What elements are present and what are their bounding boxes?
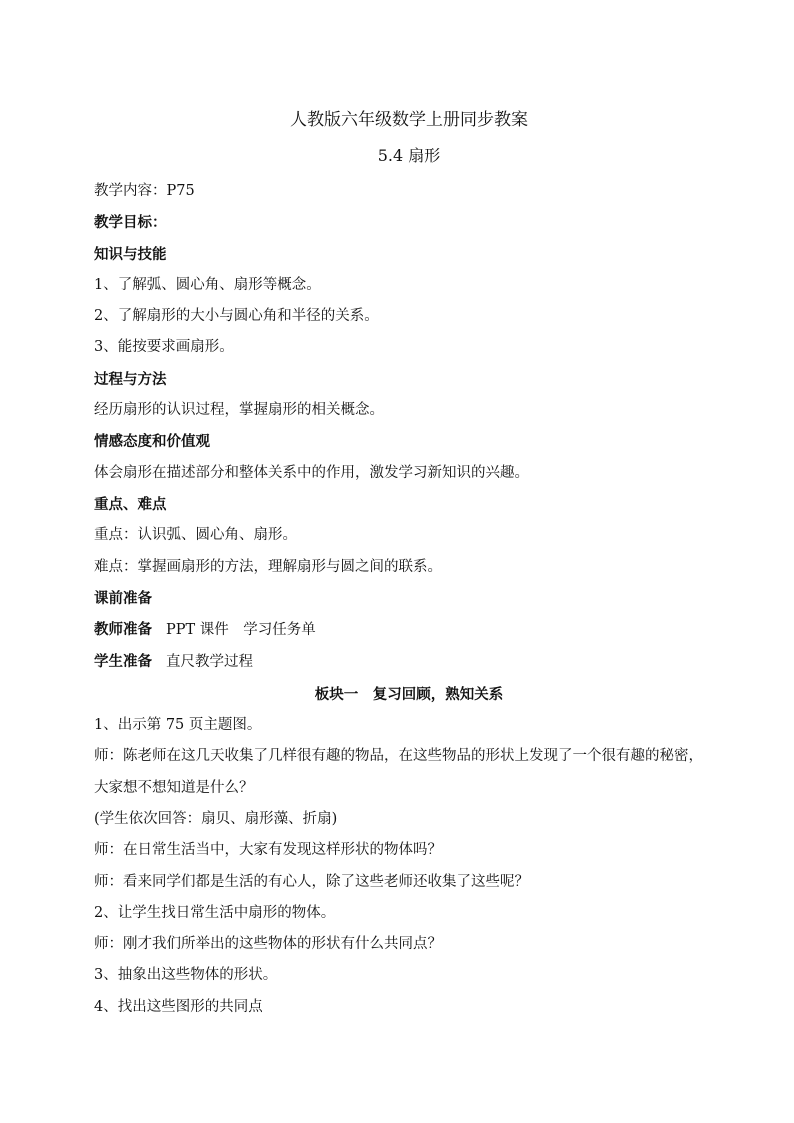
document-page xyxy=(94,100,704,1023)
preparation-heading: 课前准备 xyxy=(94,589,152,607)
student-preparation xyxy=(94,646,704,678)
knowledge-heading: 知识与技能 xyxy=(94,245,167,263)
process-line: 1、出示第 75 页主题图。 xyxy=(94,717,262,734)
block-one-title: 板块一 复习回顾，熟知关系 xyxy=(314,685,504,703)
student-prep-items: 直尺教学过程 xyxy=(166,654,253,671)
knowledge-item: 2、了解扇形的大小与圆心角和半径的关系。 xyxy=(94,308,379,325)
key-point: 重点：认识弧、圆心角、扇形。 xyxy=(94,527,297,544)
process-line: 师：在日常生活当中，大家有发现这样形状的物体吗？ xyxy=(94,842,442,859)
difficult-point: 难点：掌握画扇形的方法，理解扇形与圆之间的联系。 xyxy=(94,558,442,575)
process-line: 师：陈老师在这几天收集了几样很有趣的物品，在这些物品的形状上发现了一个很有趣的秘密，大家想不想知道是什么？ xyxy=(94,748,703,796)
emotion-text: 体会扇形在描述部分和整体关系中的作用，激发学习新知识的兴趣。 xyxy=(94,464,529,481)
process-heading: 过程与方法 xyxy=(94,370,167,388)
process-line: 4、找出这些图形的共同点 xyxy=(94,998,263,1015)
teaching-content: 教学内容：P75 xyxy=(94,183,195,199)
knowledge-item: 1、了解弧、圆心角、扇形等概念。 xyxy=(94,276,321,293)
teacher-preparation xyxy=(94,614,704,646)
knowledge-item: 3、能按要求画扇形。 xyxy=(94,339,234,356)
document-title: 人教版六年级数学上册同步教案 xyxy=(290,110,528,130)
teacher-prep-items: PPT 课件 学习任务单 xyxy=(166,622,316,639)
process-line: 师：看来同学们都是生活的有心人，除了这些老师还收集了这些呢？ xyxy=(94,873,529,890)
process-text: 经历扇形的认识过程，掌握扇形的相关概念。 xyxy=(94,402,384,419)
lesson-title: 5.4 扇形 xyxy=(377,146,441,165)
teacher-prep-label: 教师准备 xyxy=(94,621,152,639)
emotion-heading: 情感态度和价值观 xyxy=(94,433,210,451)
process-line: 3、抽象出这些物体的形状。 xyxy=(94,967,278,984)
process-line: 2、让学生找日常生活中扇形的物体。 xyxy=(94,904,336,921)
process-line: (学生依次回答：扇贝、扇形藻、折扇) xyxy=(94,810,338,827)
process-line: 师：刚才我们所举出的这些物体的形状有什么共同点？ xyxy=(94,936,442,953)
key-points-heading: 重点、难点 xyxy=(94,495,167,513)
student-prep-label: 学生准备 xyxy=(94,653,152,671)
objectives-label: 教学目标： xyxy=(94,214,167,232)
